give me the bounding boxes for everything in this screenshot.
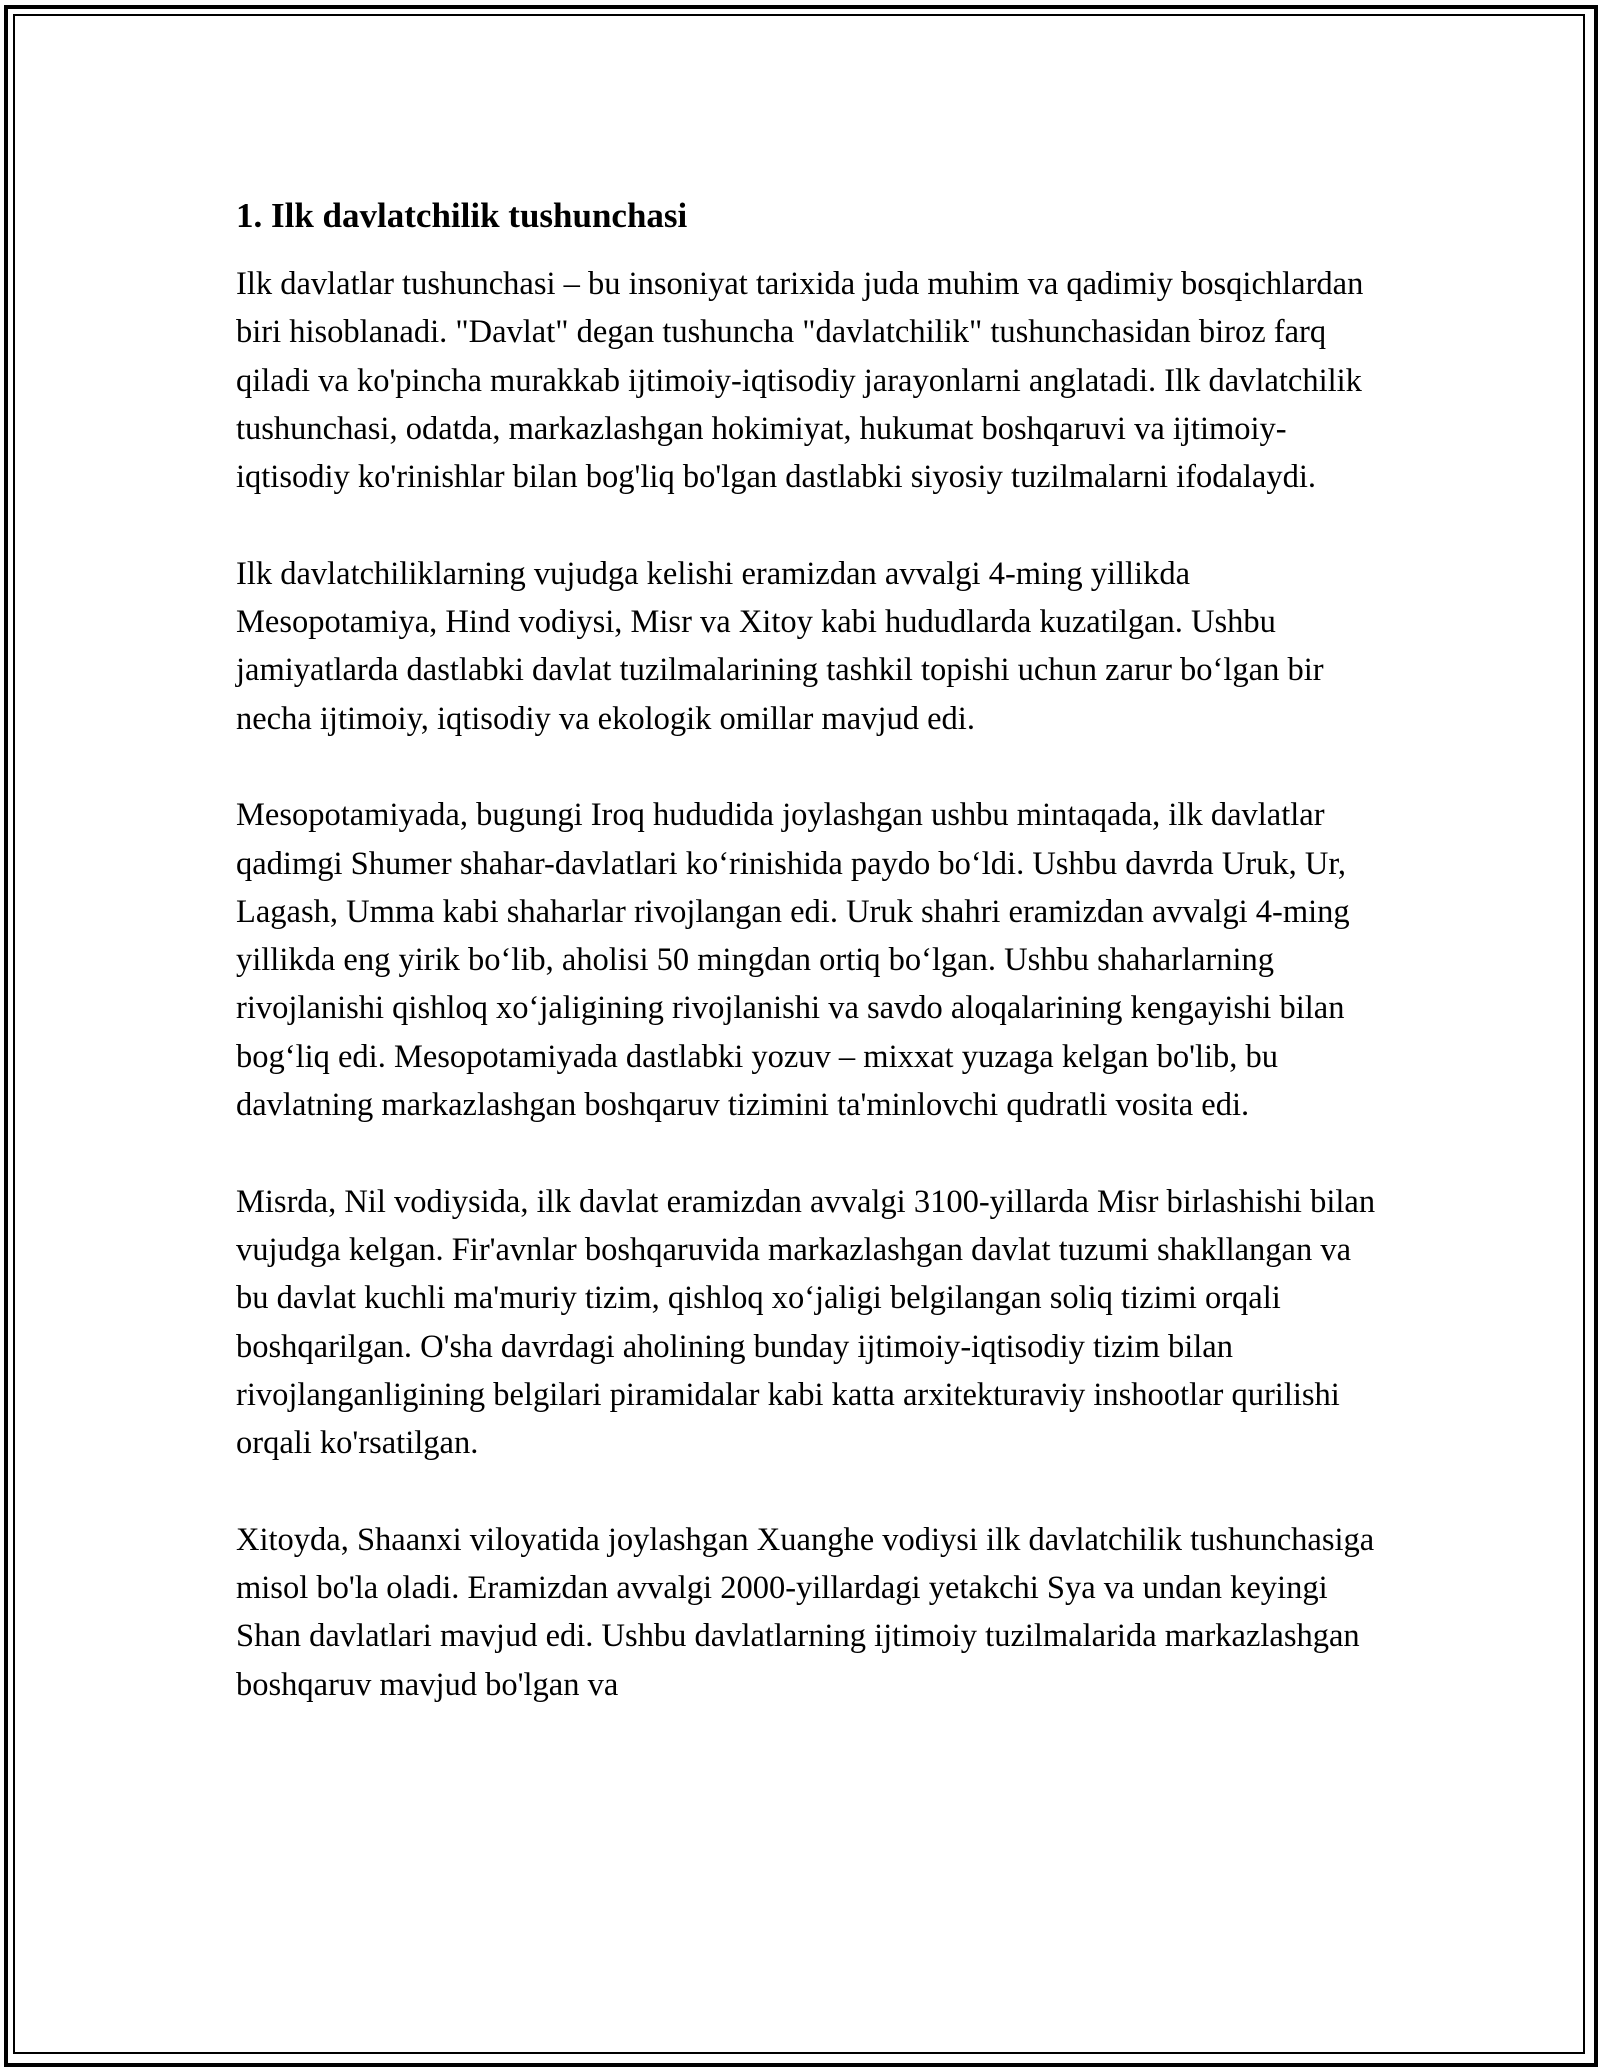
- paragraph-4: Misrda, Nil vodiysida, ilk davlat eramizdan avvalgi 3100-yillarda Misr birlashishi bilan vujudga kelgan. Fir'avnlar boshqaruvida markazlashgan davlat tuzumi shakllangan va bu davlat kuchli ma'muriy tizim, qishloq xoʻjaligi belgilangan soliq tizimi orqali boshqarilgan. O'sha davrdagi aholining bunday ijtimoiy-iqtisodiy tizim bilan rivojlanganligining belgilari piramidalar kabi katta arxitekturaviy inshootlar qurilishi orqali ko'rsatilgan.: [236, 1183, 1376, 1462]
- paragraph-3: Mesopotamiyada, bugungi Iroq hududida joylashgan ushbu mintaqada, ilk davlatlar qadimgi Shumer shahar-davlatlari koʻrinishida paydo boʻldi. Ushbu davrda Uruk, Ur, Lagash, Umma kabi shaharlar rivojlangan edi. Uruk shahri eramizdan avvalgi 4-ming yillikda eng yirik boʻlib, aholisi 50 mingdan ortiq boʻlgan. Ushbu shaharlarning rivojlanishi qishloq xoʻjaligining rivojlanishi va savdo aloqalarining kengayishi bilan bogʻliq edi. Mesopotamiyada dastlabki yozuv – mixxat yuzaga kelgan bo'lib, bu davlatning markazlashgan boshqaruv tizimini ta'minlovchi qudratli vosita edi.: [236, 797, 1350, 1124]
- paragraph-1: Ilk davlatlar tushunchasi – bu insoniyat tarixida juda muhim va qadimiy bosqichlardan biri hisoblanadi. "Davlat" degan tushuncha "davlatchilik" tushunchasidan biroz farq qiladi va ko'pincha murakkab ijtimoiy-iqtisodiy jarayonlarni anglatadi. Ilk davlatchilik tushunchasi, odatda, markazlashgan hokimiyat, hukumat boshqaruvi va ijtimoiy-iqtisodiy ko'rinishlar bilan bog'liq bo'lgan dastlabki siyosiy tuzilmalarni ifodalaydi.: [236, 266, 1364, 496]
- paragraph-5: Xitoyda, Shaanxi viloyatida joylashgan Xuanghe vodiysi ilk davlatchilik tushunchasiga misol bo'la oladi. Eramizdan avvalgi 2000-yillardagi yetakchi Sya va undan keyingi Shan davlatlari mavjud edi. Ushbu davlatlarning ijtimoiy tuzilmalarida markazlashgan boshqaruv mavjud bo'lgan va: [236, 1521, 1375, 1703]
- section-heading: 1. Ilk davlatchilik tushunchasi: [236, 196, 688, 235]
- paragraph-2: Ilk davlatchiliklarning vujudga kelishi eramizdan avvalgi 4-ming yillikda Mesopotamiya, Hind vodiysi, Misr va Xitoy kabi hududlarda kuzatilgan. Ushbu jamiyatlarda dastlabki davlat tuzilmalarining tashkil topishi uchun zarur boʻlgan bir necha ijtimoiy, iqtisodiy va ekologik omillar mavjud edi.: [236, 555, 1324, 737]
- document-body: [236, 186, 1376, 1709]
